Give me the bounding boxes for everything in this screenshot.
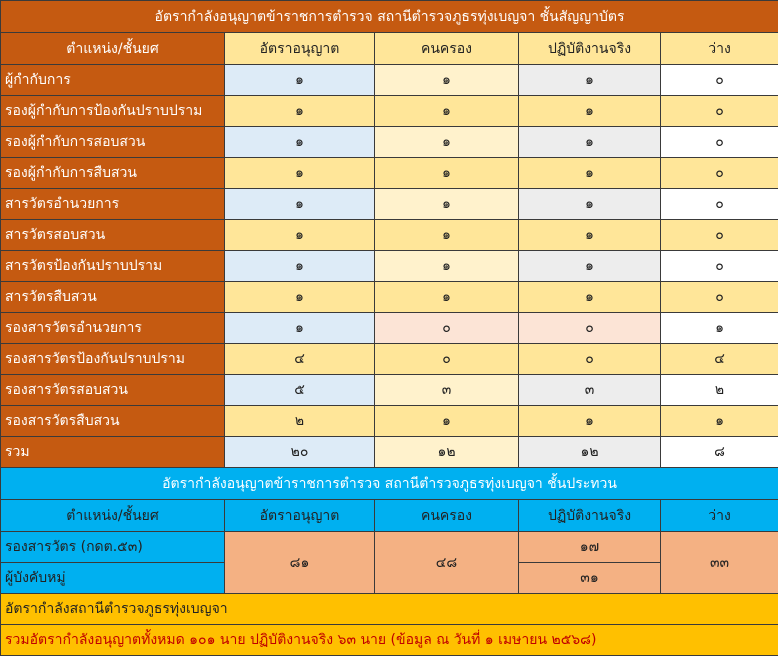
vacant-cell: ๔ xyxy=(661,344,778,375)
vacant-cell: ๒ xyxy=(661,375,778,406)
actual-cell: ๑ xyxy=(519,65,661,96)
position-cell: สารวัตรสอบสวน xyxy=(1,220,225,251)
section1-header-row xyxy=(1,33,778,65)
authorized-cell: ๑ xyxy=(225,313,375,344)
header-position: ตำแหน่ง/ชั้นยศ xyxy=(1,500,225,532)
vacant-cell: ๐ xyxy=(661,96,778,127)
authorized-cell: ๑ xyxy=(225,65,375,96)
authorized-cell: ๑ xyxy=(225,158,375,189)
position-cell: รองสารวัตรป้องกันปราบปราม xyxy=(1,344,225,375)
section1-title-row xyxy=(1,1,778,33)
held-cell: ๑ xyxy=(375,158,519,189)
actual-cell: ๓ xyxy=(519,375,661,406)
actual-cell: ๑ xyxy=(519,282,661,313)
actual-cell: ๑ xyxy=(519,220,661,251)
section1-title: อัตรากำลังอนุญาตข้าราชการตำรวจ สถานีตำรวจภูธรทุ่งเบญจา ชั้นสัญญาบัตร xyxy=(1,1,778,33)
vacant-cell: ๓๓ xyxy=(661,532,778,594)
authorized-cell: ๑ xyxy=(225,282,375,313)
table-row xyxy=(1,344,778,375)
held-cell: ๑ xyxy=(375,282,519,313)
position-cell: ผู้กำกับการ xyxy=(1,65,225,96)
authorized-cell: ๑ xyxy=(225,127,375,158)
held-cell: ๑ xyxy=(375,406,519,437)
total-row xyxy=(1,437,778,468)
table-row xyxy=(1,313,778,344)
table-row xyxy=(1,127,778,158)
vacant-cell: ๐ xyxy=(661,189,778,220)
table-row xyxy=(1,406,778,437)
header-actual: ปฏิบัติงานจริง xyxy=(519,500,661,532)
position-cell: รองผู้กำกับการสอบสวน xyxy=(1,127,225,158)
vacant-cell: ๑ xyxy=(661,313,778,344)
header-held: คนครอง xyxy=(375,500,519,532)
position-cell: ผู้บังคับหมู่ xyxy=(1,563,225,594)
held-cell: ๔๘ xyxy=(375,532,519,594)
total-held: ๑๒ xyxy=(375,437,519,468)
position-cell: รองผู้กำกับการป้องกันปราบปราม xyxy=(1,96,225,127)
actual-cell: ๑ xyxy=(519,96,661,127)
vacant-cell: ๐ xyxy=(661,65,778,96)
total-actual: ๑๒ xyxy=(519,437,661,468)
held-cell: ๓ xyxy=(375,375,519,406)
held-cell: ๑ xyxy=(375,65,519,96)
table-row xyxy=(1,282,778,313)
table-row xyxy=(1,251,778,282)
vacant-cell: ๐ xyxy=(661,127,778,158)
vacant-cell: ๐ xyxy=(661,158,778,189)
held-cell: ๑ xyxy=(375,127,519,158)
actual-cell: ๑ xyxy=(519,127,661,158)
section2-header-row xyxy=(1,500,778,532)
header-actual: ปฏิบัติงานจริง xyxy=(519,33,661,65)
authorized-cell: ๑ xyxy=(225,96,375,127)
position-cell: สารวัตรสืบสวน xyxy=(1,282,225,313)
held-cell: ๑ xyxy=(375,251,519,282)
actual-cell: ๐ xyxy=(519,313,661,344)
table-row xyxy=(1,96,778,127)
held-cell: ๐ xyxy=(375,344,519,375)
header-vacant: ว่าง xyxy=(661,33,778,65)
position-cell: รองสารวัตรอำนวยการ xyxy=(1,313,225,344)
total-label: รวม xyxy=(1,437,225,468)
table-row xyxy=(1,375,778,406)
position-cell: สารวัตรป้องกันปราบปราม xyxy=(1,251,225,282)
vacant-cell: ๑ xyxy=(661,406,778,437)
authorized-cell: ๕ xyxy=(225,375,375,406)
table-row xyxy=(1,532,778,563)
header-held: คนครอง xyxy=(375,33,519,65)
position-cell: รองสารวัตร (กดต.๕๓) xyxy=(1,532,225,563)
position-cell: รองสารวัตรสอบสวน xyxy=(1,375,225,406)
vacant-cell: ๐ xyxy=(661,282,778,313)
header-position: ตำแหน่ง/ชั้นยศ xyxy=(1,33,225,65)
header-authorized: อัตราอนุญาต xyxy=(225,33,375,65)
held-cell: ๑ xyxy=(375,189,519,220)
footer-summary: รวมอัตรากำลังอนุญาตทั้งหมด ๑๐๑ นาย ปฏิบัติงานจริง ๖๓ นาย (ข้อมูล ณ วันที่ ๑ เมษายน ๒๕๖๘) xyxy=(1,625,778,656)
held-cell: ๑ xyxy=(375,96,519,127)
actual-cell: ๑๗ xyxy=(519,532,661,563)
position-cell: รองสารวัตรสืบสวน xyxy=(1,406,225,437)
section2-title-row xyxy=(1,468,778,500)
table-row xyxy=(1,189,778,220)
vacant-cell: ๐ xyxy=(661,220,778,251)
position-cell: รองผู้กำกับการสืบสวน xyxy=(1,158,225,189)
authorized-cell: ๑ xyxy=(225,220,375,251)
authorized-cell: ๑ xyxy=(225,251,375,282)
actual-cell: ๑ xyxy=(519,189,661,220)
held-cell: ๐ xyxy=(375,313,519,344)
table-row xyxy=(1,65,778,96)
authorized-cell: ๔ xyxy=(225,344,375,375)
total-authorized: ๒๐ xyxy=(225,437,375,468)
authorized-cell: ๒ xyxy=(225,406,375,437)
table-row xyxy=(1,158,778,189)
position-cell: สารวัตรอำนวยการ xyxy=(1,189,225,220)
actual-cell: ๐ xyxy=(519,344,661,375)
actual-cell: ๓๑ xyxy=(519,563,661,594)
held-cell: ๑ xyxy=(375,220,519,251)
footer-row-1 xyxy=(1,594,778,625)
header-vacant: ว่าง xyxy=(661,500,778,532)
vacant-cell: ๐ xyxy=(661,251,778,282)
footer-title: อัตรากำลังสถานีตำรวจภูธรทุ่งเบญจา xyxy=(1,594,778,625)
authorized-cell: ๘๑ xyxy=(225,532,375,594)
table-row xyxy=(1,220,778,251)
total-vacant: ๘ xyxy=(661,437,778,468)
section2-title: อัตรากำลังอนุญาตข้าราชการตำรวจ สถานีตำรวจภูธรทุ่งเบญจา ชั้นประทวน xyxy=(1,468,778,500)
footer-row-2 xyxy=(1,625,778,656)
actual-cell: ๑ xyxy=(519,251,661,282)
authorized-cell: ๑ xyxy=(225,189,375,220)
actual-cell: ๑ xyxy=(519,158,661,189)
actual-cell: ๑ xyxy=(519,406,661,437)
header-authorized: อัตราอนุญาต xyxy=(225,500,375,532)
